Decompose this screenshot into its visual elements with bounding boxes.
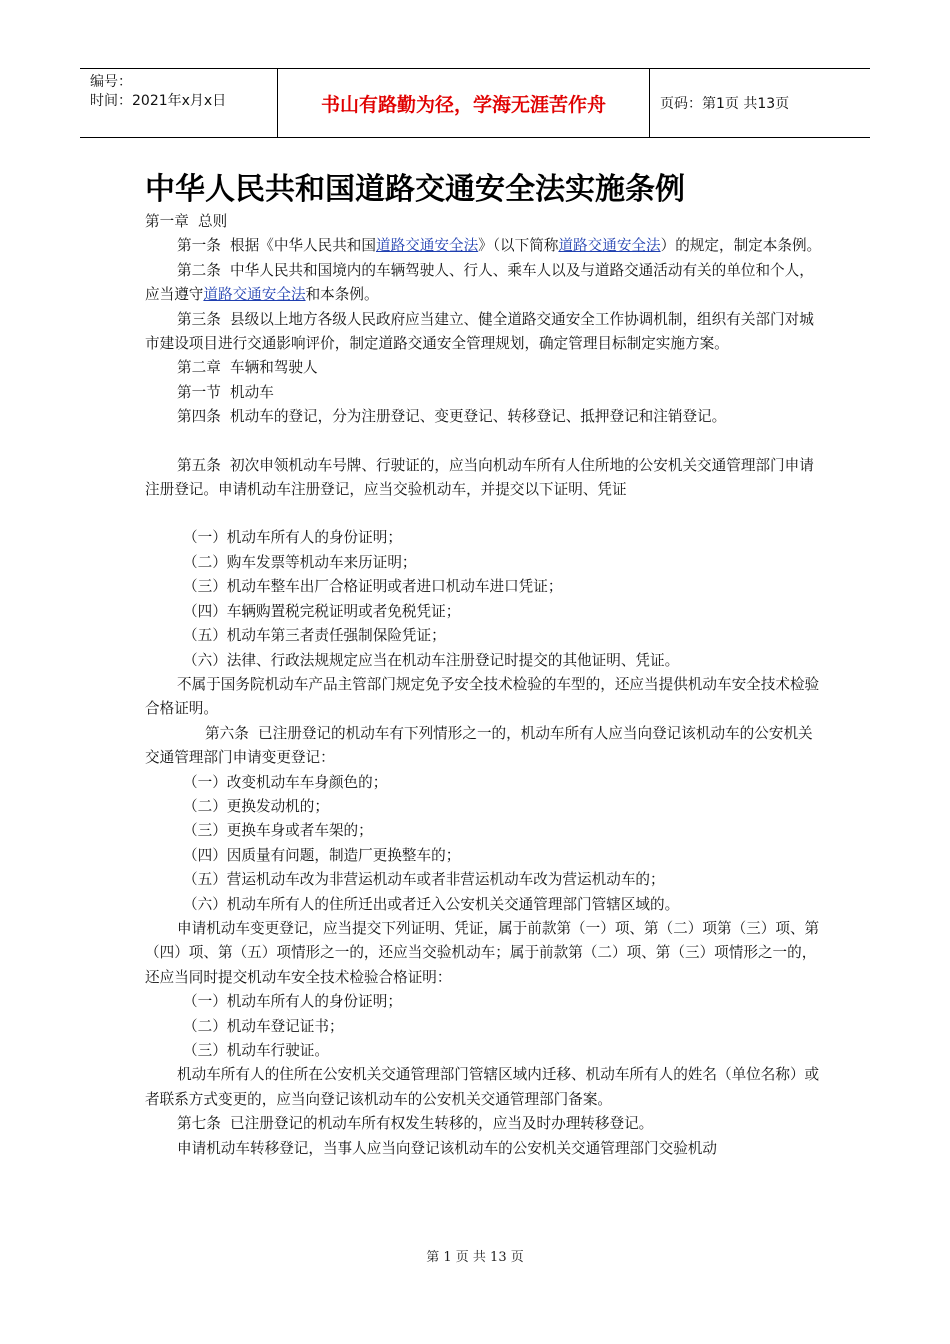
section-1-heading: 第一节 机动车 (177, 383, 274, 401)
document-title: 中华人民共和国道路交通安全法实施条例 (145, 172, 685, 207)
header-motto: 书山有路勤为径，学海无涯苦作舟 (278, 69, 650, 137)
article-2-text-end: 和本条例。 (305, 286, 379, 304)
list-item: （一）改变机动车车身颜色的； (183, 773, 388, 791)
article-5-extra: 不属于国务院机动车产品主管部门规定免予安全技术检验的车型的，还应当提供机动车安全技术检验合格证明。 (145, 675, 820, 718)
list-item: （六）机动车所有人的住所迁出或者迁入公安机关交通管理部门管辖区域的。 (183, 895, 680, 913)
list-item: （四）因质量有问题，制造厂更换整车的； (183, 846, 461, 864)
list-item: （一）机动车所有人的身份证明； (183, 993, 402, 1011)
chapter-1-heading: 第一章 总则 (145, 213, 228, 230)
article-1-text-end: ）的规定，制定本条例。 (660, 237, 822, 255)
doc-number-label: 编号： (90, 74, 132, 90)
law-link-short[interactable]: 道路交通安全法 (558, 237, 661, 255)
list-item: （五）营运机动车改为非营运机动车或者非营运机动车改为营运机动车的； (183, 871, 665, 889)
article-1 (145, 234, 825, 258)
document-body (145, 210, 825, 1161)
list-item: （二）更换发动机的； (183, 797, 329, 815)
list-item: （四）车辆购置税完税证明或者免税凭证； (183, 602, 461, 620)
list-item: （六）法律、行政法规规定应当在机动车注册登记时提交的其他证明、凭证。 (183, 651, 680, 669)
article-1-text-mid: 》（以下简称 (478, 237, 559, 255)
doc-time-label: 时间：2021年x月x日 (90, 93, 227, 109)
list-item: （二）机动车登记证书； (183, 1017, 344, 1035)
article-6: 第六条 已注册登记的机动车有下列情形之一的，机动车所有人应当向登记该机动车的公安机关交通管理部门申请变更登记： (145, 724, 813, 767)
spacer (145, 430, 825, 454)
article-6-apply: 申请机动车变更登记，应当提交下列证明、凭证，属于前款第（一）项、第（二）项第（三）项、第（四）项、第（五）项情形之一的，还应当交验机动车；属于前款第（二）项、第（三）项情形之一的，还应当同时提交机动车安全技术检验合格证明： (145, 919, 820, 986)
article-5: 第五条 初次申领机动车号牌、行驶证的，应当向机动车所有人住所地的公安机关交通管理部门申请注册登记。申请机动车注册登记，应当交验机动车，并提交以下证明、凭证 (145, 456, 814, 499)
article-7: 第七条 已注册登记的机动车所有权发生转移的，应当及时办理转移登记。 (177, 1115, 654, 1133)
list-item: （三）机动车行驶证。 (183, 1042, 329, 1059)
chapter-2-heading: 第二章 车辆和驾驶人 (177, 359, 318, 377)
list-item: （三）更换车身或者车架的； (183, 822, 373, 840)
list-item: （二）购车发票等机动车来历证明； (183, 553, 417, 571)
article-4: 第四条 机动车的登记，分为注册登记、变更登记、转移登记、抵押登记和注销登记。 (177, 408, 727, 426)
article-3: 第三条 县级以上地方各级人民政府应当建立、健全道路交通安全工作协调机制，组织有关部门对城市建设项目进行交通影响评价，制定道路交通安全管理规划，确定管理目标制定实施方案。 (145, 310, 814, 353)
list-item: （一）机动车所有人的身份证明； (183, 529, 402, 547)
page-footer: 第 1 页 共 13 页 (426, 1250, 524, 1265)
article-7-apply: 申请机动车转移登记，当事人应当向登记该机动车的公安机关交通管理部门交验机动 (177, 1139, 717, 1157)
list-item: （三）机动车整车出厂合格证明或者进口机动车进口凭证； (183, 578, 563, 596)
law-link-article-2[interactable]: 道路交通安全法 (203, 286, 306, 304)
article-2 (145, 259, 825, 308)
spacer (145, 502, 825, 526)
article-1-text: 第一条 根据《中华人民共和国 (177, 237, 376, 255)
law-link[interactable]: 道路交通安全法 (376, 237, 479, 255)
article-6-note: 机动车所有人的住所在公安机关交通管理部门管辖区域内迁移、机动车所有人的姓名（单位名称）或者联系方式变更的，应当向登记该机动车的公安机关交通管理部门备案。 (145, 1066, 820, 1108)
header-table (80, 68, 870, 138)
header-page-info: 页码：第1页 共13页 (660, 96, 790, 112)
article-2-text: 第二条 中华人民共和国境内的车辆驾驶人、行人、乘车人以及与道路交通活动有关的单位和个人，应当遵守 (145, 261, 814, 304)
header-meta (80, 69, 278, 137)
list-item: （五）机动车第三者责任强制保险凭证； (183, 627, 446, 645)
